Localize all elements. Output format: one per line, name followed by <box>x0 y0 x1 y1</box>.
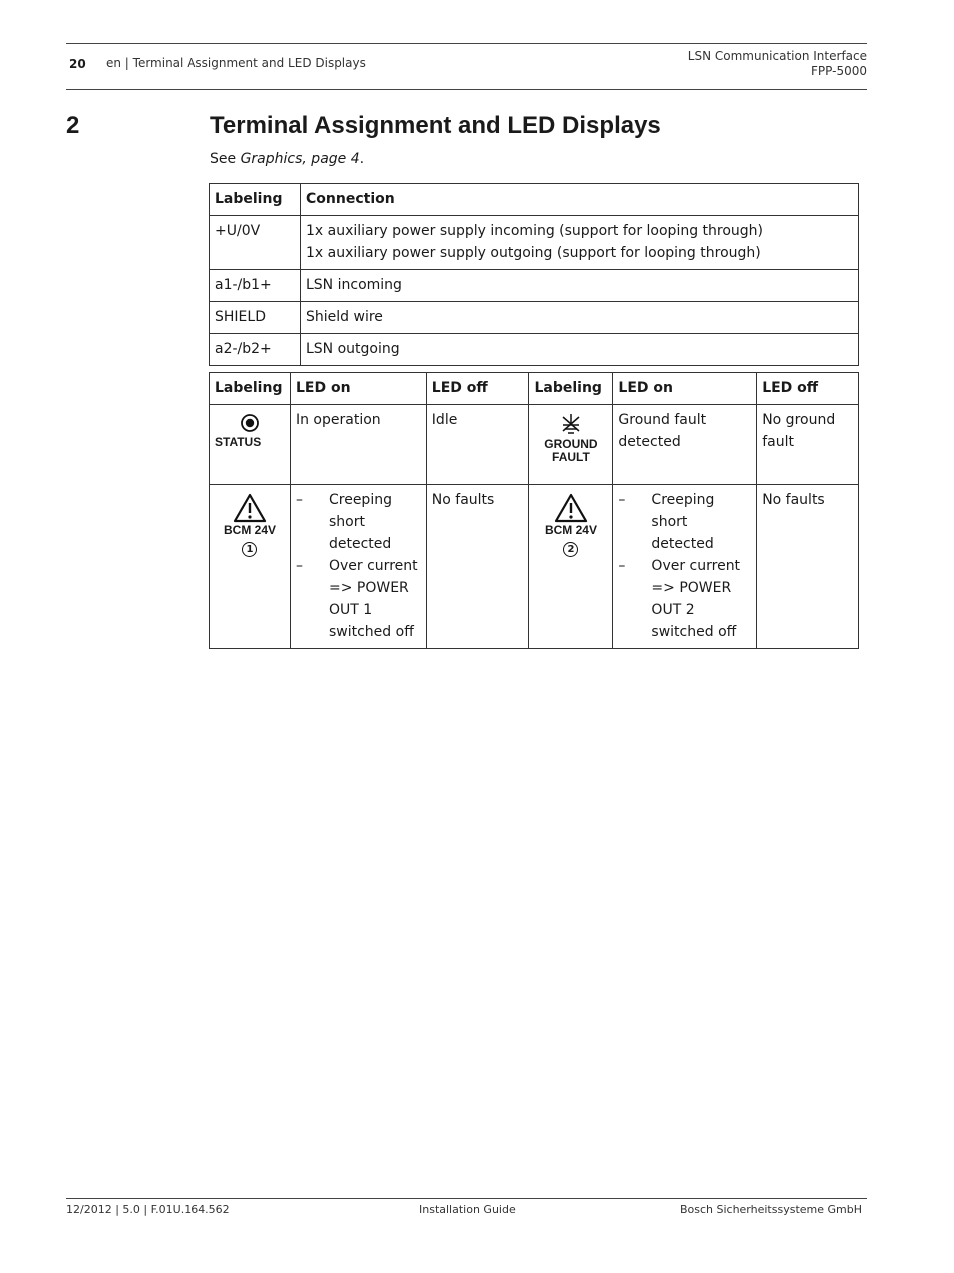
led-off-text: Idle <box>426 405 529 485</box>
column-header-led-on: LED on <box>613 373 757 405</box>
circled-number: 2 <box>563 542 578 557</box>
table-row <box>210 334 859 366</box>
page-number: 20 <box>69 57 86 71</box>
fault-label: FAULT <box>552 450 590 464</box>
terminal-connection <box>301 216 859 270</box>
terminal-connection: LSN incoming <box>301 270 859 302</box>
column-header-led-off: LED off <box>757 373 859 405</box>
bcm-label: BCM 24V <box>544 523 597 537</box>
header-product-model: FPP-5000 <box>811 64 867 78</box>
see-prefix: See <box>210 151 241 167</box>
led-off-text: No ground fault <box>757 405 859 485</box>
list-item: – Creeping short detected <box>296 489 421 555</box>
footer-doc-id: 12/2012 | 5.0 | F.01U.164.562 <box>66 1203 230 1216</box>
terminal-connection: Shield wire <box>301 302 859 334</box>
led-off-text: No faults <box>426 485 529 649</box>
ground-label: GROUND <box>544 437 598 451</box>
ground-fault-icon <box>560 413 582 437</box>
terminal-label: a2-/b2+ <box>210 334 301 366</box>
header-product <box>688 49 867 79</box>
led-on-text: Ground fault detected <box>613 405 757 485</box>
header-top-rule <box>66 43 867 44</box>
connection-line: 1x auxiliary power supply outgoing (support for looping through) <box>306 245 761 261</box>
circled-number: 1 <box>242 542 257 557</box>
column-header-labeling: Labeling <box>210 373 291 405</box>
footer-company: Bosch Sicherheitssysteme GmbH <box>679 1203 862 1216</box>
terminal-connection: LSN outgoing <box>301 334 859 366</box>
list-item: – Creeping short detected <box>618 489 751 555</box>
led-off-text: No faults <box>757 485 859 649</box>
led-on-text: In operation <box>290 405 426 485</box>
see-suffix: . <box>359 151 365 167</box>
led-label-bcm-2 <box>529 485 613 649</box>
terminal-assignment-table <box>209 183 859 366</box>
header-section: en | Terminal Assignment and LED Displays <box>106 56 366 70</box>
led-label-status <box>210 405 291 485</box>
table-row <box>210 216 859 270</box>
footer-doc-type: Installation Guide <box>419 1203 516 1216</box>
column-header-labeling: Labeling <box>529 373 613 405</box>
led-label-bcm-1 <box>210 485 291 649</box>
footer-rule <box>66 1198 867 1199</box>
status-label: STATUS <box>215 435 262 449</box>
led-on-list-cell <box>290 485 426 649</box>
terminal-label: SHIELD <box>210 302 301 334</box>
table-row <box>210 485 859 649</box>
header-product-name: LSN Communication Interface <box>687 49 867 63</box>
header-bottom-rule <box>66 89 867 90</box>
table-row <box>210 302 859 334</box>
led-on-list-cell <box>613 485 757 649</box>
led-status-icon <box>240 413 260 433</box>
column-header-connection: Connection <box>301 184 859 216</box>
list-item: – Over current => POWER OUT 2 switched off <box>618 555 751 643</box>
table-row <box>210 270 859 302</box>
warning-triangle-icon <box>233 493 267 523</box>
list-item: – Over current => POWER OUT 1 switched off <box>296 555 421 643</box>
chapter-title: Terminal Assignment and LED Displays <box>210 112 661 139</box>
connection-line: 1x auxiliary power supply incoming (support for looping through) <box>306 223 764 239</box>
column-header-led-off: LED off <box>426 373 529 405</box>
led-label-ground-fault <box>529 405 613 485</box>
graphics-link[interactable]: Graphics, page 4 <box>240 151 360 167</box>
terminal-label: a1-/b1+ <box>210 270 301 302</box>
see-reference <box>210 151 364 167</box>
led-on-list <box>296 489 421 643</box>
bcm-label: BCM 24V <box>223 523 276 537</box>
table-row <box>210 405 859 485</box>
table-header-row <box>210 373 859 405</box>
column-header-labeling: Labeling <box>210 184 301 216</box>
terminal-label: +U/0V <box>210 216 301 270</box>
table-header-row <box>210 184 859 216</box>
led-on-list <box>618 489 751 643</box>
warning-triangle-icon <box>554 493 588 523</box>
led-display-table <box>209 372 859 649</box>
chapter-number: 2 <box>66 112 80 139</box>
column-header-led-on: LED on <box>290 373 426 405</box>
